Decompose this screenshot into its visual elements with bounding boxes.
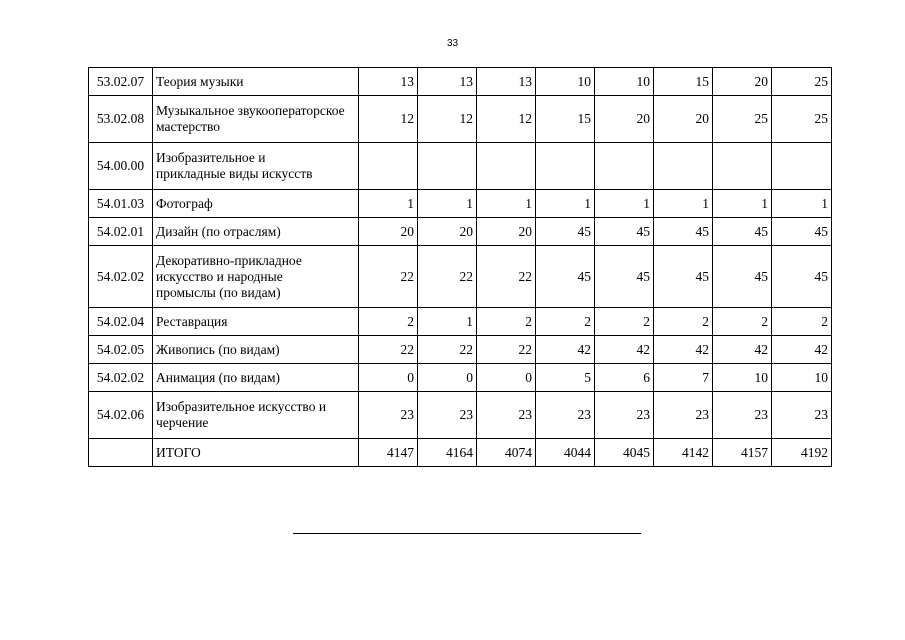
value-cell: 23 (654, 392, 713, 439)
value-cell: 20 (713, 68, 772, 96)
specialty-code: 54.02.02 (89, 364, 153, 392)
value-cell: 1 (418, 308, 477, 336)
specialty-code: 54.02.04 (89, 308, 153, 336)
value-cell (772, 143, 832, 190)
value-cell: 2 (477, 308, 536, 336)
specialty-name (153, 336, 359, 364)
value-cell: 1 (418, 190, 477, 218)
table-row (89, 96, 832, 143)
specialty-name (153, 364, 359, 392)
specialty-code: 54.00.00 (89, 143, 153, 190)
specialty-code: 54.02.02 (89, 246, 153, 308)
value-cell: 2 (772, 308, 832, 336)
value-cell: 12 (418, 96, 477, 143)
specialty-name (153, 392, 359, 439)
value-cell: 15 (536, 96, 595, 143)
value-cell: 22 (418, 336, 477, 364)
value-cell: 10 (536, 68, 595, 96)
table-row (89, 190, 832, 218)
value-cell: 23 (713, 392, 772, 439)
value-cell: 4074 (477, 439, 536, 467)
value-cell: 23 (772, 392, 832, 439)
value-cell: 5 (536, 364, 595, 392)
value-cell: 2 (595, 308, 654, 336)
value-cell: 13 (359, 68, 418, 96)
value-cell: 0 (477, 364, 536, 392)
value-cell (536, 143, 595, 190)
value-cell: 45 (654, 218, 713, 246)
specialty-name (153, 218, 359, 246)
value-cell: 45 (536, 218, 595, 246)
value-cell: 0 (418, 364, 477, 392)
value-cell: 4164 (418, 439, 477, 467)
page-number: 33 (446, 38, 459, 49)
value-cell: 23 (536, 392, 595, 439)
value-cell: 4192 (772, 439, 832, 467)
value-cell: 4147 (359, 439, 418, 467)
specialty-name-text: Дизайн (по отраслям) (156, 223, 281, 239)
table-row (89, 308, 832, 336)
value-cell (654, 143, 713, 190)
specialty-name-text: Декоративно-прикладное искусство и народные промыслы (по видам) (156, 252, 302, 300)
specialty-name-text: Изобразительное и прикладные виды искусств (156, 150, 313, 181)
footer-separator-line (293, 533, 641, 534)
specialty-name-text: Живопись (по видам) (156, 341, 280, 357)
specialty-code: 54.02.05 (89, 336, 153, 364)
specialty-code: 54.02.06 (89, 392, 153, 439)
value-cell: 4157 (713, 439, 772, 467)
value-cell: 45 (595, 218, 654, 246)
value-cell: 23 (359, 392, 418, 439)
value-cell: 42 (654, 336, 713, 364)
value-cell: 1 (654, 190, 713, 218)
specialty-name-text: Анимация (по видам) (156, 369, 281, 385)
value-cell: 23 (595, 392, 654, 439)
value-cell: 12 (477, 96, 536, 143)
specialty-code: 54.01.03 (89, 190, 153, 218)
value-cell: 6 (595, 364, 654, 392)
table-row (89, 364, 832, 392)
table-row (89, 246, 832, 308)
table-row (89, 392, 832, 439)
value-cell: 2 (536, 308, 595, 336)
value-cell: 15 (654, 68, 713, 96)
value-cell: 13 (477, 68, 536, 96)
specialty-name (153, 190, 359, 218)
value-cell: 25 (772, 96, 832, 143)
value-cell: 22 (477, 336, 536, 364)
specialty-name (153, 246, 359, 308)
value-cell (713, 143, 772, 190)
value-cell: 23 (477, 392, 536, 439)
specialty-name (153, 439, 359, 467)
value-cell: 42 (772, 336, 832, 364)
value-cell: 20 (418, 218, 477, 246)
table-row (89, 218, 832, 246)
value-cell: 1 (772, 190, 832, 218)
specialty-name-text: Реставрация (156, 313, 228, 329)
specialty-name (153, 68, 359, 96)
value-cell: 22 (477, 246, 536, 308)
value-cell: 25 (772, 68, 832, 96)
value-cell: 1 (477, 190, 536, 218)
value-cell: 2 (359, 308, 418, 336)
specialty-name-text: Музыкальное звукооператорское мастерство (156, 103, 345, 134)
specialty-code (89, 439, 153, 467)
value-cell: 0 (359, 364, 418, 392)
table-row (89, 336, 832, 364)
specialty-name-text: Изобразительное искусство и черчение (156, 399, 327, 430)
value-cell: 45 (536, 246, 595, 308)
value-cell: 45 (772, 246, 832, 308)
value-cell: 1 (536, 190, 595, 218)
value-cell: 20 (654, 96, 713, 143)
specialty-code: 53.02.08 (89, 96, 153, 143)
value-cell (477, 143, 536, 190)
value-cell: 45 (713, 218, 772, 246)
value-cell: 2 (654, 308, 713, 336)
value-cell: 13 (418, 68, 477, 96)
value-cell: 42 (595, 336, 654, 364)
value-cell: 12 (359, 96, 418, 143)
value-cell: 20 (477, 218, 536, 246)
value-cell: 4045 (595, 439, 654, 467)
value-cell: 23 (418, 392, 477, 439)
value-cell: 20 (595, 96, 654, 143)
specialty-name (153, 308, 359, 336)
value-cell: 4142 (654, 439, 713, 467)
value-cell: 45 (595, 246, 654, 308)
value-cell: 2 (713, 308, 772, 336)
value-cell: 42 (713, 336, 772, 364)
table-row (89, 68, 832, 96)
value-cell (359, 143, 418, 190)
specialty-code: 54.02.01 (89, 218, 153, 246)
data-table (88, 67, 832, 467)
specialty-name-text: Фотограф (156, 195, 213, 211)
specialty-name (153, 96, 359, 143)
value-cell: 22 (359, 246, 418, 308)
specialty-code: 53.02.07 (89, 68, 153, 96)
value-cell: 45 (772, 218, 832, 246)
specialty-name (153, 143, 359, 190)
value-cell: 1 (595, 190, 654, 218)
value-cell (418, 143, 477, 190)
value-cell: 10 (772, 364, 832, 392)
value-cell: 20 (359, 218, 418, 246)
value-cell: 10 (713, 364, 772, 392)
value-cell: 22 (359, 336, 418, 364)
value-cell: 45 (713, 246, 772, 308)
value-cell: 45 (654, 246, 713, 308)
total-row (89, 439, 832, 467)
value-cell: 42 (536, 336, 595, 364)
value-cell: 10 (595, 68, 654, 96)
value-cell: 4044 (536, 439, 595, 467)
value-cell (595, 143, 654, 190)
specialty-name-text: Теория музыки (156, 73, 244, 89)
value-cell: 1 (359, 190, 418, 218)
value-cell: 1 (713, 190, 772, 218)
value-cell: 7 (654, 364, 713, 392)
value-cell: 22 (418, 246, 477, 308)
table-row (89, 143, 832, 190)
value-cell: 25 (713, 96, 772, 143)
specialty-name-text: ИТОГО (156, 444, 201, 460)
